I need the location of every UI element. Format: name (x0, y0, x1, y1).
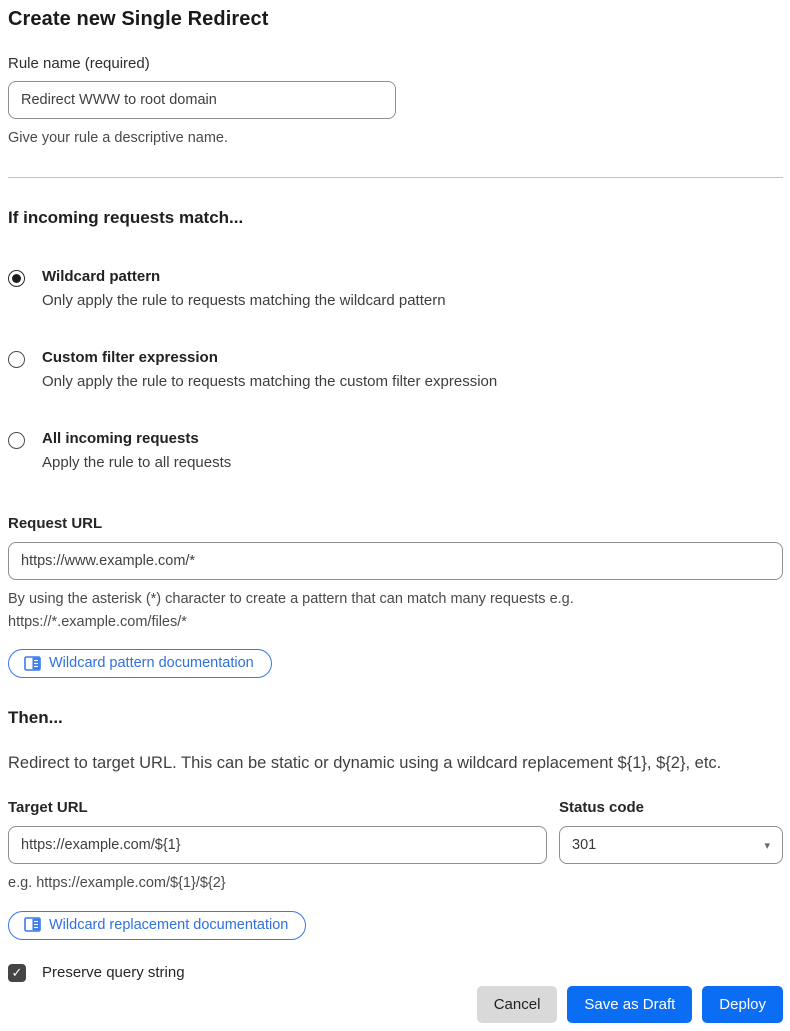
checkbox-checked-icon[interactable] (8, 964, 26, 982)
rule-name-label: Rule name (required) (8, 55, 150, 72)
form-action-bar (477, 986, 783, 1023)
preserve-query-string-row[interactable] (8, 964, 783, 982)
radio-button-icon[interactable] (8, 270, 25, 287)
request-url-input[interactable] (8, 542, 783, 580)
target-url-help: e.g. https://example.com/${1}/${2} (8, 875, 226, 892)
radio-option-all-incoming-requests[interactable] (8, 430, 783, 471)
request-url-help: By using the asterisk (*) character to create a pattern that can match many requests e.g. https://*.example.com/files/* (8, 591, 574, 630)
cancel-button[interactable]: Cancel (477, 986, 558, 1023)
wildcard-replacement-documentation-button[interactable] (8, 911, 306, 940)
book-icon (24, 917, 41, 932)
radio-option-custom-filter-expression[interactable] (8, 349, 783, 390)
radio-description: Only apply the rule to requests matching the custom filter expression (42, 373, 498, 391)
deploy-button[interactable]: Deploy (702, 986, 783, 1023)
request-url-label: Request URL (8, 515, 103, 533)
radio-label: Custom filter expression (42, 349, 218, 367)
target-url-input[interactable] (8, 826, 547, 864)
status-code-value: 301 (572, 837, 597, 854)
page-title: Create new Single Redirect (8, 8, 269, 30)
doc-button-label: Wildcard pattern documentation (49, 655, 254, 672)
radio-label: Wildcard pattern (42, 268, 161, 286)
match-type-radio-group (8, 268, 783, 471)
preserve-query-string-label: Preserve query string (42, 964, 185, 982)
doc-button-label: Wildcard replacement documentation (49, 916, 289, 933)
section-divider (8, 177, 783, 178)
radio-button-icon[interactable] (8, 432, 25, 449)
chevron-down-icon: ▾ (764, 839, 770, 852)
rule-name-input[interactable] (8, 81, 396, 119)
rule-name-help: Give your rule a descriptive name. (8, 130, 229, 146)
rule-name-field (8, 55, 783, 149)
match-section-heading: If incoming requests match... (8, 208, 244, 228)
request-url-field (8, 515, 783, 633)
radio-description: Only apply the rule to requests matching the wildcard pattern (42, 292, 446, 310)
status-code-field (559, 799, 783, 894)
book-icon (24, 656, 41, 671)
target-url-label: Target URL (8, 799, 88, 817)
radio-button-icon[interactable] (8, 351, 25, 368)
status-code-select[interactable] (559, 826, 783, 864)
then-description: Redirect to target URL. This can be static or dynamic using a wildcard replacement ${1}, ${2}, etc. (8, 754, 722, 773)
target-url-field (8, 799, 547, 894)
radio-description: Apply the rule to all requests (42, 454, 232, 472)
wildcard-pattern-documentation-button[interactable] (8, 649, 272, 678)
target-url-status-row (8, 799, 783, 894)
radio-option-wildcard-pattern[interactable] (8, 268, 783, 309)
save-as-draft-button[interactable]: Save as Draft (567, 986, 692, 1023)
checkmark-icon: ✓ (11, 965, 23, 981)
status-code-label: Status code (559, 799, 645, 817)
radio-label: All incoming requests (42, 430, 199, 448)
then-section-heading: Then... (8, 708, 63, 728)
